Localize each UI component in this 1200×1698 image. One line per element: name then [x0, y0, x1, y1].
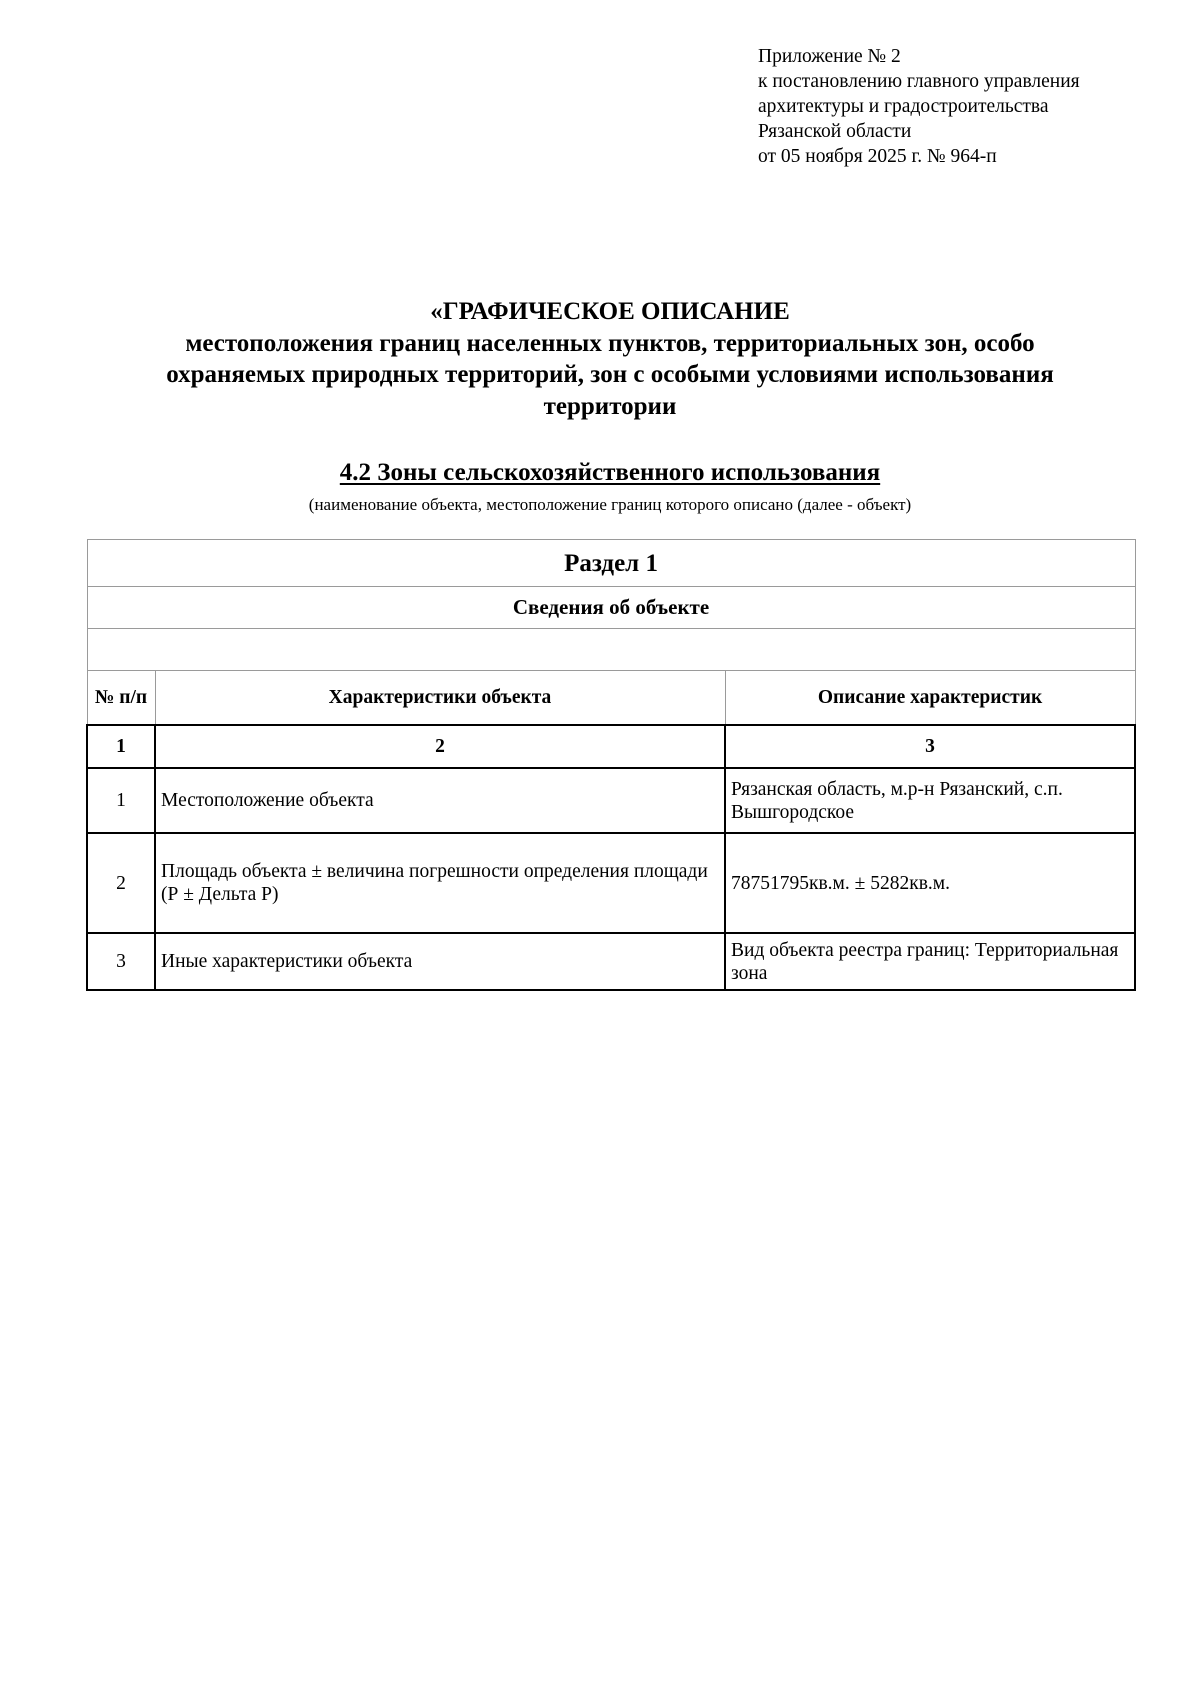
column-number: 1 [87, 725, 155, 768]
table-header-row [87, 671, 1135, 726]
row-number: 3 [87, 933, 155, 990]
row-characteristic: Площадь объекта ± величина погрешности определения площади (Р ± Дельта Р) [155, 833, 725, 933]
title-line: «ГРАФИЧЕСКОЕ ОПИСАНИЕ [430, 298, 790, 325]
appendix-line: от 05 ноября 2025 г. № 964-п [758, 146, 997, 167]
appendix-note [758, 44, 1178, 169]
table-row [87, 768, 1135, 833]
column-number: 3 [725, 725, 1135, 768]
appendix-line: Приложение № 2 [758, 46, 901, 67]
header-no: № п/п [87, 671, 155, 726]
header-characteristic: Характеристики объекта [155, 671, 725, 726]
row-characteristic: Местоположение объекта [155, 768, 725, 833]
row-description: Вид объекта реестра границ: Территориальная зона [725, 933, 1135, 990]
header-description: Описание характеристик [725, 671, 1135, 726]
row-description: 78751795кв.м. ± 5282кв.м. [725, 833, 1135, 933]
object-name-text: 4.2 Зоны сельскохозяйственного использования [339, 459, 881, 486]
appendix-line: Рязанской области [758, 121, 912, 142]
object-name-hint: (наименование объекта, местоположение границ которого описано (далее - объект) [308, 495, 912, 514]
title-line: местоположения границ населенных пунктов, территориальных зон, особо [185, 329, 1035, 357]
section-subtitle: Сведения об объекте [87, 587, 1135, 629]
blank-cell [87, 629, 1135, 671]
row-characteristic: Иные характеристики объекта [155, 933, 725, 990]
row-number: 1 [87, 768, 155, 833]
row-description: Рязанская область, м.р-н Рязанский, с.п. Вышгородское [725, 768, 1135, 833]
column-number: 2 [155, 725, 725, 768]
blank-row [87, 629, 1135, 671]
appendix-line: архитектуры и градостроительства [758, 96, 1049, 117]
table-row [87, 833, 1135, 933]
row-number: 2 [87, 833, 155, 933]
object-name [0, 457, 1200, 489]
document-title [0, 296, 1200, 422]
appendix-line: к постановлению главного управления [758, 71, 1080, 92]
object-info-table [86, 539, 1136, 991]
title-line: территории [543, 392, 677, 420]
section-subtitle-row [87, 587, 1135, 629]
section-title-row [87, 540, 1135, 587]
title-line: охраняемых природных территорий, зон с особыми условиями использования [166, 361, 1054, 388]
table-row [87, 933, 1135, 990]
column-number-row [87, 725, 1135, 768]
section-title: Раздел 1 [87, 540, 1135, 587]
